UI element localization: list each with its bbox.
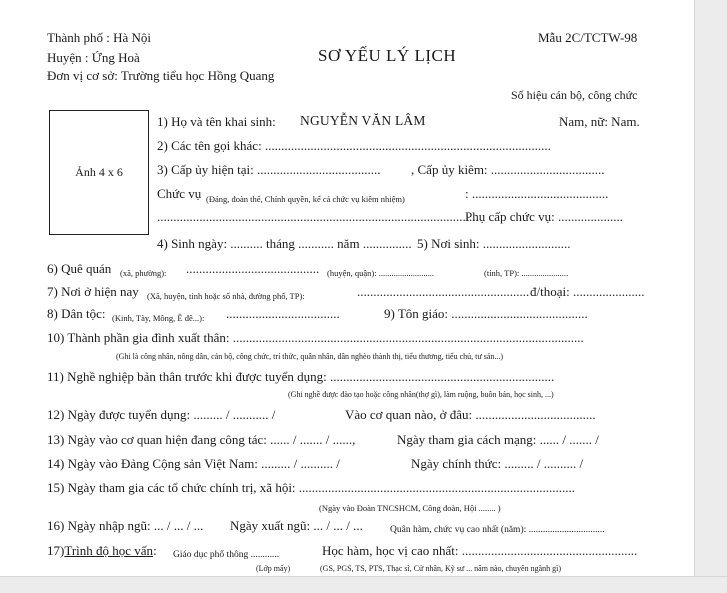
photo-label: Ảnh 4 x 6 <box>75 165 123 179</box>
field-17-highest-degree: Học hàm, học vị cao nhất: ...................................................... <box>322 543 638 558</box>
field-8-note: (Kinh, Tày, Mông, Ê đê...): <box>112 313 205 323</box>
field-11-note: (Ghi nghề được đào tạo hoặc công nhân(thợ gì), làm ruộng, buôn bán, học sinh, ...) <box>288 390 554 399</box>
position-label: Chức vụ <box>157 186 202 201</box>
field-16-enlist-date: 16) Ngày nhập ngũ: ... / ... / ... <box>47 518 204 533</box>
field-11-occupation: 11) Nghề nghiệp bản thân trước khi được tuyển dụng: ..................................................................... <box>47 369 555 384</box>
field-14-official-date: Ngày chính thức: ......... / .......... / <box>411 456 584 471</box>
district-line: Huyện : Ứng Hoà <box>47 50 140 65</box>
field-3-concurrent-committee: , Cấp ủy kiêm: ................................... <box>411 162 605 177</box>
field-10-family-background: 10) Thành phần gia đình xuất thân: ............................................................................................................ <box>47 330 584 345</box>
field-17-label <box>47 543 157 559</box>
field-8-dots: ................................... <box>226 306 340 321</box>
field-17-note-grade: (Lớp mấy) <box>256 564 291 573</box>
field-1-label: 1) Họ và tên khai sinh: <box>157 114 276 129</box>
field-12-agency: Vào cơ quan nào, ở đâu: ..................................... <box>345 407 596 422</box>
field-17-school-grade: Giáo dục phổ thông ............ <box>173 550 280 560</box>
field-10-note: (Ghi là công nhân, nông dân, cán bộ, công chức, trí thức, quân nhân, dân nghèo thành thị, tiểu thương, tiểu chủ, tư sản...) <box>116 352 504 361</box>
position-dots: : .......................................... <box>465 186 609 201</box>
field-13-revolution-date: Ngày tham gia cách mạng: ...... / ....... / <box>397 432 599 447</box>
field-16-discharge-date: Ngày xuất ngũ: ... / ... / ... <box>230 518 363 533</box>
page-margin-right <box>694 0 727 592</box>
photo-box <box>49 110 149 235</box>
page-margin-bottom <box>0 576 727 593</box>
field-14-party-date: 14) Ngày vào Đảng Cộng sản Việt Nam: ......... / .......... / <box>47 456 340 471</box>
field-17-number: 17) <box>47 543 65 558</box>
field-7-dots: ..................................................... <box>357 284 530 299</box>
field-6-district: (huyện, quận): .......................... <box>327 268 434 278</box>
field-17-note-degree: (GS, PGS, TS, PTS, Thạc sĩ, Cử nhân, Kỹ sư ... năm nào, chuyên ngành gì) <box>320 564 562 573</box>
position-line-2: ................................................................................................... <box>157 209 479 224</box>
city-line: Thành phố : Hà Nội <box>47 30 151 45</box>
document-title: SƠ YẾU LÝ LỊCH <box>318 46 457 65</box>
field-9-religion: 9) Tôn giáo: .......................................... <box>384 306 588 321</box>
field-6-ward-note: (xã, phường): <box>120 268 167 278</box>
full-name-value: NGUYỄN VĂN LÂM <box>300 113 426 128</box>
field-17-education-label: Trình độ học vấn <box>64 543 154 558</box>
field-6-ward-dots: ......................................... <box>186 261 320 276</box>
field-15-organizations: 15) Ngày tham gia các tổ chức chính trị, xã hội: ..................................................................................... <box>47 480 576 495</box>
field-7-phone: đ/thoại: ...................... <box>530 284 645 299</box>
field-7-note: (Xã, huyện, tỉnh hoặc số nhà, đường phố, TP): <box>147 291 305 301</box>
field-6-label: 6) Quê quán <box>47 261 112 276</box>
field-16-rank: Quân hàm, chức vụ cao nhất (năm): ................................ <box>390 525 605 535</box>
gender-field: Nam, nữ: Nam. <box>559 114 640 129</box>
field-4-birth-date: 4) Sinh ngày: .......... tháng ........... năm ............... <box>157 236 412 251</box>
field-2-other-names: 2) Các tên gọi khác: ........................................................................................ <box>157 138 551 153</box>
field-12-recruit-date: 12) Ngày được tuyển dụng: ......... / ........... / <box>47 407 276 422</box>
field-7-label: 7) Nơi ở hiện nay <box>47 284 139 299</box>
field-15-note: (Ngày vào Đoàn TNCSHCM, Công đoàn, Hội ........ ) <box>319 503 501 513</box>
form-code: Mẫu 2C/TCTW-98 <box>538 30 638 45</box>
field-8-label: 8) Dân tộc: <box>47 306 106 321</box>
position-note: (Đảng, đoàn thể, Chính quyền, kể cả chức vụ kiêm nhiệm) <box>206 194 405 204</box>
staff-id-label: Số hiệu cán bộ, công chức <box>511 88 638 102</box>
unit-line: Đơn vị cơ sở: Trường tiểu học Hồng Quang <box>47 68 275 83</box>
field-5-birth-place: 5) Nơi sinh: ........................... <box>417 236 571 251</box>
field-3-party-committee: 3) Cấp ủy hiện tại: ...................................... <box>157 162 381 177</box>
position-allowance: Phụ cấp chức vụ: .................... <box>465 209 623 224</box>
field-13-agency-date: 13) Ngày vào cơ quan hiện đang công tác: ...... / ....... / ......, <box>47 432 356 447</box>
field-17-colon: : <box>153 543 157 558</box>
field-6-province: (tỉnh, TP): ...................... <box>484 268 569 278</box>
